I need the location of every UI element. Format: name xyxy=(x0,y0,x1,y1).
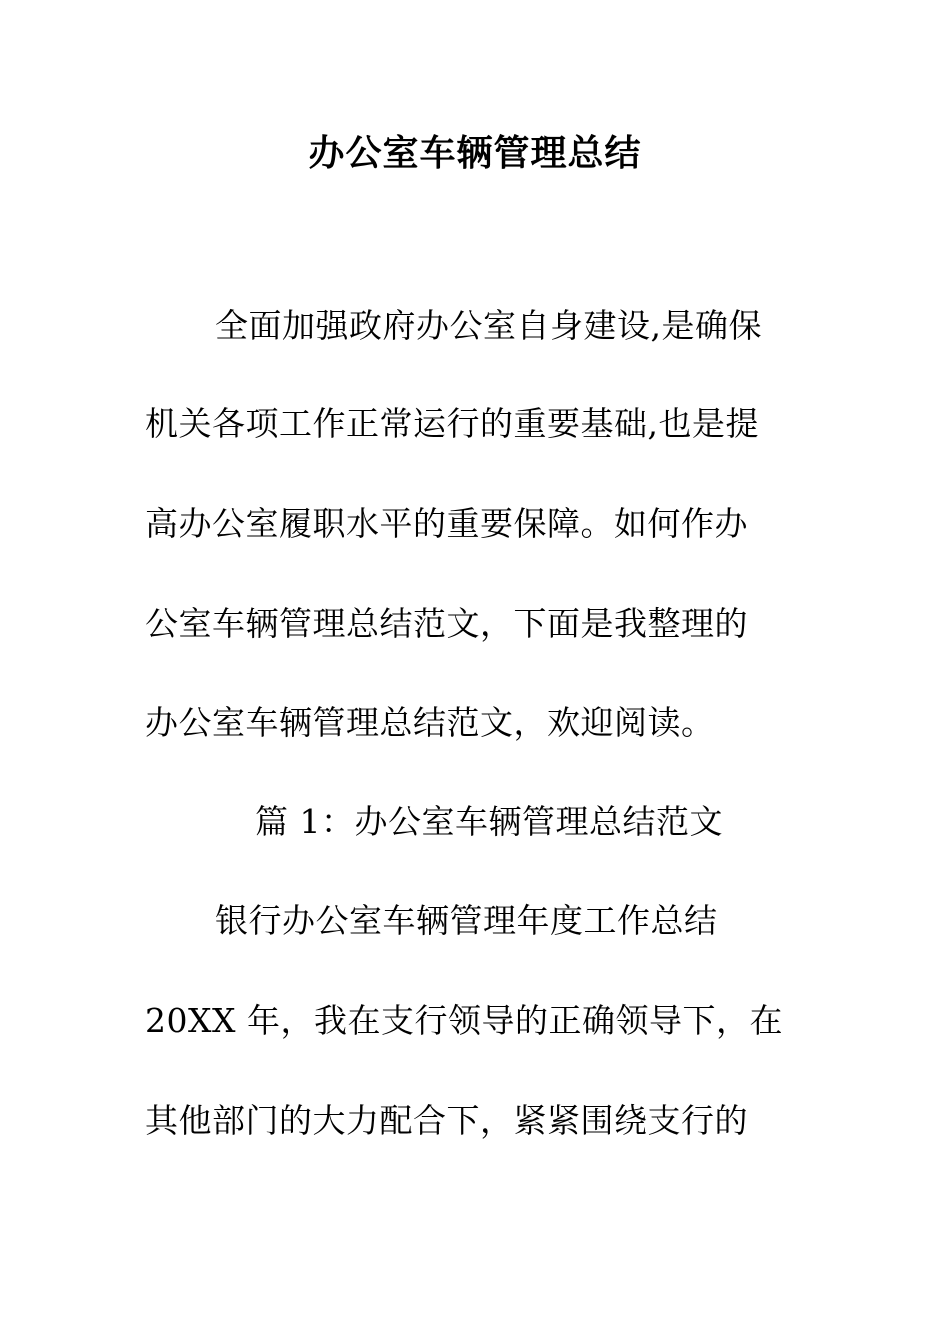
paragraph-line-6: 20XX 年，我在支行领导的正确领导下，在 xyxy=(145,1001,783,1040)
paragraph-line-1: 全面加强政府办公室自身建设,是确保 xyxy=(215,306,762,345)
paragraph-line-5: 办公室车辆管理总结范文，欢迎阅读。 xyxy=(145,703,715,742)
paragraph-line-2: 机关各项工作正常运行的重要基础,也是提 xyxy=(145,404,759,443)
paragraph-line-4: 公室车辆管理总结范文，下面是我整理的 xyxy=(145,604,748,643)
paragraph-line-7: 其他部门的大力配合下，紧紧围绕支行的 xyxy=(145,1101,748,1140)
paragraph-line-3: 高办公室履职水平的重要保障。如何作办 xyxy=(145,504,748,543)
section-heading: 篇 1：办公室车辆管理总结范文 xyxy=(255,802,723,841)
document-title: 办公室车辆管理总结 xyxy=(308,133,642,174)
subheading-line: 银行办公室车辆管理年度工作总结 xyxy=(215,901,718,940)
